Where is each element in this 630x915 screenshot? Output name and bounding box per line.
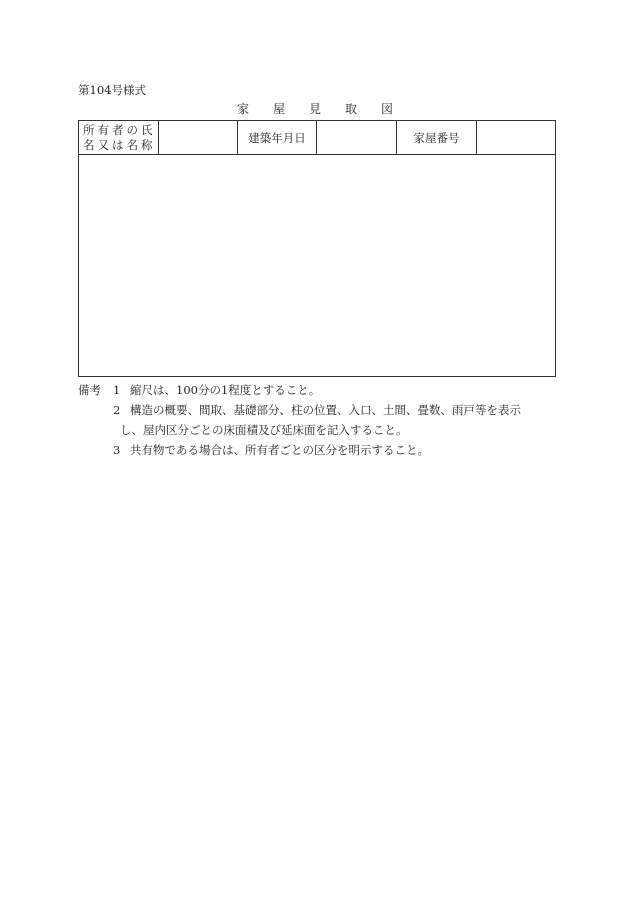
note-item [78,380,558,400]
owner-name-label [79,121,159,154]
floor-plan-form [78,120,556,377]
owner-label-line2: 名又は名称 [83,138,156,152]
note-text: し、屋内区分ごとの床面積及び延床面を記入すること。 [120,423,408,437]
house-number-field[interactable] [477,121,555,154]
note-number: 3 [113,443,121,457]
note-item [78,440,558,460]
note-text: 縮尺は、100分の1程度とすること。 [130,383,321,397]
construction-date-field[interactable] [317,121,397,154]
note-item [78,400,558,420]
note-number: 2 [113,403,121,417]
notes-section [78,380,558,460]
title-char: 屋 [273,102,286,116]
owner-label-line1: 所有者の氏 [83,123,156,137]
owner-name-field[interactable] [159,121,238,154]
form-number: 第104号様式 [78,83,146,97]
title-char: 見 [309,102,322,116]
note-text: 共有物である場合は、所有者ごとの区分を明示すること。 [130,443,429,457]
notes-label: 備考 [78,383,101,397]
title-char: 取 [345,102,358,116]
title-char: 図 [381,102,394,116]
form-header-row [79,121,555,155]
document-title [237,102,393,116]
house-number-label: 家屋番号 [397,121,477,154]
construction-date-label: 建築年月日 [238,121,317,154]
note-number: 1 [113,383,121,397]
note-text: 構造の概要、間取、基礎部分、柱の位置、入口、土間、畳数、雨戸等を表示 [130,403,521,417]
note-item-continuation [78,420,558,440]
title-char: 家 [237,102,250,116]
floor-plan-drawing-area[interactable] [79,155,555,376]
